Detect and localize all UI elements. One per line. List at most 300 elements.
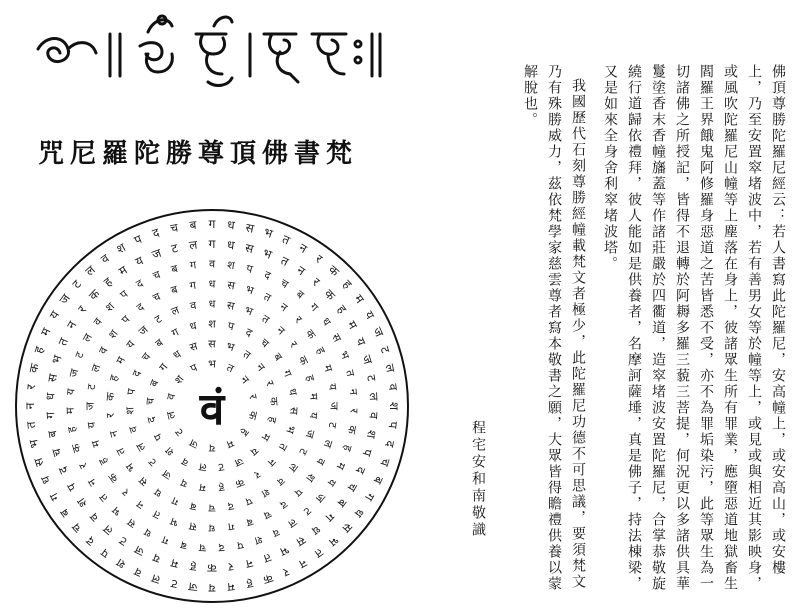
- mantra-glyph: न: [264, 455, 279, 469]
- mantra-glyph: च: [377, 456, 393, 468]
- mantra-glyph: ग: [188, 278, 197, 293]
- mantra-glyph: व: [189, 298, 198, 313]
- mantra-glyph: र: [76, 461, 91, 471]
- mantra-glyph: ट: [172, 425, 187, 439]
- mantra-glyph: द: [133, 276, 146, 291]
- mantra-glyph: ग: [189, 258, 198, 273]
- mantra-glyph: त: [312, 545, 326, 561]
- mantra-glyph: ज: [312, 490, 329, 506]
- mantra-glyph: प: [63, 480, 80, 494]
- page-title: 梵書佛頂尊勝陀羅尼咒: [37, 139, 358, 169]
- mantra-glyph: र: [103, 412, 118, 419]
- mantra-glyph: ज: [66, 367, 82, 379]
- mantra-glyph: ज: [132, 542, 147, 560]
- mantra-glyph: ब: [293, 287, 307, 302]
- mantra-glyph: ह: [189, 559, 198, 575]
- mantra-glyph: ह: [340, 443, 355, 453]
- mantra-glyph: म: [37, 325, 54, 339]
- mantra-glyph: ज: [56, 291, 74, 307]
- mantra-glyph: भ: [283, 423, 298, 436]
- mantra-glyph: प: [235, 538, 245, 553]
- mantra-glyph: श: [105, 327, 121, 342]
- mantra-glyph: ध: [285, 387, 300, 397]
- mantra-glyph: ट: [377, 344, 393, 355]
- mantra-glyph: न: [106, 429, 121, 439]
- mantra-glyph: व: [274, 474, 288, 489]
- mantra-glyph: क: [233, 475, 247, 491]
- mantra-glyph: ध: [188, 319, 198, 334]
- mantra-glyph: द: [262, 268, 273, 283]
- mantra-glyph: य: [46, 308, 63, 322]
- mantra-glyph: व: [270, 525, 282, 540]
- mantra-glyph: ग: [156, 360, 171, 374]
- mantra-glyph: श: [387, 401, 401, 411]
- mantra-glyph: भ: [109, 503, 124, 519]
- mantra-glyph: ग: [280, 368, 295, 379]
- mantra-glyph: त: [343, 368, 358, 378]
- mantra-glyph: द: [382, 439, 398, 449]
- mantra-glyph: भ: [224, 339, 236, 355]
- mantra-glyph: ग: [169, 493, 181, 509]
- mantra-glyph: ध: [170, 347, 184, 363]
- mantra-glyph: ट: [84, 383, 99, 391]
- mantra-glyph: भ: [48, 353, 65, 366]
- mantra-glyph: व: [126, 424, 141, 435]
- mantra-glyph: स: [136, 474, 151, 489]
- mantra-glyph: ध: [208, 277, 216, 291]
- mantra-glyph: ल: [285, 515, 300, 531]
- mantra-glyph: ट: [325, 421, 340, 429]
- mantra-glyph: व: [179, 454, 191, 470]
- mantra-glyph: म: [333, 460, 349, 472]
- mantra-glyph: श: [259, 485, 273, 501]
- mantra-glyph: म: [198, 480, 207, 495]
- mantra-glyph: क: [105, 470, 122, 485]
- mantra-glyph: स: [329, 331, 344, 345]
- mantra-glyph: श: [171, 372, 187, 387]
- mantra-glyph: ब: [57, 506, 73, 520]
- mantra-glyph: र: [312, 251, 326, 266]
- mantra-glyph: ह: [339, 277, 355, 292]
- mantra-glyph: र: [347, 408, 361, 414]
- mantra-glyph: ज: [135, 323, 151, 339]
- mantra-glyph: र: [23, 383, 39, 391]
- mantra-glyph: ग: [208, 217, 216, 231]
- mantra-glyph: स: [225, 298, 236, 313]
- mantra-glyph: ज: [187, 579, 199, 595]
- mantra-glyph: ध: [319, 315, 334, 329]
- mantra-glyph: ब: [188, 217, 198, 233]
- mantra-glyph: स: [226, 278, 236, 293]
- mantra-glyph: त: [261, 550, 274, 566]
- mantra-glyph: त: [259, 312, 272, 327]
- mantra-glyph: य: [123, 338, 138, 351]
- mantra-glyph: ल: [320, 438, 336, 450]
- mantra-glyph: त: [96, 491, 111, 505]
- mantra-glyph: स: [243, 240, 255, 257]
- mantra-glyph: ग: [43, 411, 58, 420]
- mantra-glyph: त: [150, 507, 163, 522]
- mantra-glyph: ट: [364, 373, 379, 383]
- mantra-glyph: भ: [337, 349, 352, 361]
- mantra-glyph: च: [344, 480, 361, 494]
- mantra-glyph: त: [275, 441, 291, 453]
- mantra-glyph: द: [353, 464, 369, 476]
- mantra-glyph: ल: [100, 522, 116, 539]
- mantra-glyph: च: [261, 507, 274, 523]
- mantra-glyph: ध: [37, 473, 54, 487]
- mantra-glyph: म: [224, 436, 236, 452]
- mantra-glyph: ज: [187, 436, 201, 452]
- mantra-glyph: ब: [147, 378, 162, 389]
- mantra-glyph: ल: [188, 237, 199, 253]
- mantra-glyph: क: [295, 353, 312, 368]
- mantra-glyph: ल: [163, 410, 179, 421]
- mantra-glyph: ह: [217, 480, 226, 495]
- mantra-glyph: स: [293, 533, 309, 550]
- mantra-glyph: न: [274, 323, 288, 338]
- mantra-glyph: च: [198, 540, 207, 555]
- mantra-glyph: प: [118, 312, 133, 327]
- mantra-glyph: न: [296, 555, 310, 572]
- mantra-glyph: ब: [244, 514, 255, 530]
- mantra-glyph: व: [86, 509, 102, 525]
- mantra-glyph: स: [287, 406, 301, 415]
- mantra-glyph: ल: [82, 262, 98, 279]
- siddham-syllable-hum: [196, 17, 232, 85]
- mantra-glyph: र: [292, 313, 305, 326]
- mantra-glyph: ब: [270, 350, 285, 364]
- mantra-glyph: म: [344, 318, 361, 332]
- mantra-glyph: ज: [359, 353, 376, 366]
- mantra-glyph: न: [253, 360, 268, 374]
- mantra-glyph: ब: [370, 474, 387, 486]
- mantra-glyph: त: [240, 347, 254, 362]
- mantra-glyph: न: [23, 402, 37, 410]
- mantra-glyph: ध: [142, 525, 154, 541]
- mantra-glyph: ध: [208, 297, 216, 311]
- mantra-glyph: भ: [26, 438, 42, 450]
- mantra-glyph: क: [103, 391, 118, 402]
- mantra-glyph: ल: [169, 303, 182, 319]
- mantra-glyph: ह: [237, 425, 252, 439]
- mantra-glyph: ज: [370, 325, 387, 339]
- mantra-glyph: य: [352, 335, 369, 348]
- mantra-glyph: ट: [69, 277, 84, 292]
- mantra-glyph: ह: [334, 302, 350, 317]
- mantra-glyph: भ: [168, 514, 180, 530]
- mantra-glyph: ल: [80, 331, 95, 345]
- mantra-glyph: त: [55, 335, 71, 348]
- mantra-glyph: द: [243, 325, 255, 340]
- mantra-glyph: द: [277, 497, 290, 512]
- mantra-glyph: ट: [169, 576, 179, 592]
- mantra-glyph: द: [226, 499, 235, 514]
- mantra-glyph: ल: [285, 460, 301, 475]
- mantra-glyph: ग: [361, 490, 378, 504]
- mantra-glyph: न: [63, 318, 80, 332]
- mantra-glyph: म: [169, 555, 180, 572]
- mantra-glyph: भ: [244, 282, 256, 298]
- mantra-glyph: त: [113, 445, 128, 458]
- mantra-glyph: र: [262, 378, 277, 388]
- mantra-glyph: भ: [277, 542, 292, 559]
- mantra-glyph: श: [113, 240, 129, 257]
- siddham-syllable-hrih: [312, 34, 361, 74]
- siddham-syllable-om: [140, 16, 172, 72]
- mantra-glyph: म: [88, 438, 104, 449]
- mantra-glyph: ब: [45, 429, 60, 439]
- mantra-glyph: स: [124, 515, 139, 531]
- mantra-glyph: व: [90, 315, 105, 329]
- mantra-glyph: ध: [226, 217, 236, 233]
- mantra-glyph: न: [346, 388, 361, 396]
- mantra-glyph: व: [366, 411, 381, 420]
- mantra-glyph: ह: [65, 425, 79, 434]
- mantra-glyph: श: [162, 444, 177, 459]
- mantra-glyph: न: [237, 373, 252, 387]
- body-text: [410, 64, 790, 604]
- mantra-glyph: प: [243, 493, 255, 509]
- mantra-glyph: क: [26, 362, 42, 375]
- mantra-glyph: ट: [217, 460, 225, 475]
- mantra-glyph: प: [226, 319, 236, 334]
- mantra-glyph: य: [208, 581, 216, 595]
- mantra-glyph: य: [306, 411, 321, 420]
- mantra-glyph: व: [208, 257, 216, 271]
- mantra-glyph: च: [208, 501, 216, 515]
- mantra-glyph: त: [280, 231, 292, 248]
- mantra-glyph: ट: [72, 350, 87, 360]
- mantra-glyph: व: [132, 564, 144, 581]
- mantra-glyph: क: [85, 286, 103, 303]
- mantra-glyph: ज: [302, 428, 318, 440]
- mantra-glyph: श: [303, 470, 319, 485]
- mantra-glyph: म: [113, 354, 128, 367]
- mantra-glyph: व: [164, 392, 179, 402]
- mantra-glyph: ज: [159, 466, 174, 483]
- body-paragraph: 佛頂尊勝陀羅尼經云：若人書寫此陀羅尼，安高幢上，或安高山，或安樓上，乃至安置窣堵波中，若有善男女等於幢等上，或見或與相近其影映身，或風吹陀羅尼山幢等上塵落在身上，彼諸眾生所有罪業，應墮惡道地獄畜生閻羅王界餓鬼阿修羅身惡道之苦皆悉不受，亦不為罪垢染污，此等眾生為一切諸佛之所授記，皆得不退轉於阿耨多羅三藐三菩提，何況更以多諸供具華鬘塗香末香幢旛蓋等作諸莊嚴於四衢道，造窣堵波安置陀羅尼，合掌恭敬旋繞行道歸依禮拜，彼人能如是供養者，名摩訶薩埵，真是佛子，持法棟梁，又是如來全身舍利窣堵波塔。: [602, 64, 786, 592]
- mantra-glyph: ट: [300, 504, 314, 518]
- mantra-glyph: ल: [149, 571, 162, 588]
- mantra-glyph: ग: [46, 490, 63, 504]
- mantra-glyph: र: [251, 467, 263, 482]
- mantra-glyph: य: [208, 441, 216, 455]
- mantra-glyph: श: [226, 258, 236, 273]
- mantra-glyph: य: [325, 382, 340, 392]
- mantra-glyph: य: [84, 420, 99, 430]
- mantra-glyph: ल: [382, 362, 398, 374]
- mantra-glyph: प: [117, 287, 131, 302]
- mantra-glyph: श: [102, 300, 118, 315]
- mantra-glyph: य: [133, 253, 146, 270]
- mantra-glyph: ह: [106, 373, 121, 383]
- mantra-glyph: ल: [366, 392, 381, 402]
- mantra-glyph: प: [98, 545, 112, 561]
- mantra-glyph: ट: [145, 455, 160, 469]
- mantra-glyph: प: [132, 231, 144, 248]
- mantra-glyph: द: [134, 300, 147, 315]
- mantra-glyph: व: [313, 455, 328, 468]
- mantra-glyph: ग: [208, 237, 216, 251]
- mantra-glyph: ट: [296, 446, 311, 457]
- mantra-glyph: ह: [31, 344, 47, 355]
- mantra-glyph: म: [320, 363, 336, 374]
- mantra-glyph: म: [258, 430, 273, 444]
- mantra-glyph: द: [55, 464, 71, 476]
- mantra-glyph: ब: [169, 282, 180, 298]
- mantra-glyph: क: [267, 396, 281, 407]
- mantra-glyph: स: [188, 339, 200, 355]
- mantra-glyph: द: [150, 225, 161, 241]
- mantra-glyph: ह: [96, 455, 111, 467]
- mantra-glyph: ह: [100, 274, 115, 290]
- mantra-glyph: भ: [242, 303, 255, 319]
- mantra-glyph: त: [23, 420, 39, 430]
- mantra-glyph: श: [123, 406, 137, 415]
- mantra-glyph: प: [385, 420, 401, 430]
- mantra-glyph: न: [85, 476, 100, 489]
- mantra-glyph: न: [244, 556, 255, 572]
- mantra-glyph: म: [116, 262, 130, 279]
- mantra-glyph: च: [48, 446, 65, 459]
- mantra-glyph: र: [286, 338, 300, 351]
- mantra-glyph: व: [98, 251, 112, 267]
- mantra-glyph: ज: [83, 401, 97, 411]
- mantra-glyph: य: [361, 308, 378, 322]
- mantra-glyph: ट: [116, 533, 130, 549]
- mantra-glyph: श: [363, 428, 380, 440]
- mantra-glyph: ज: [327, 401, 341, 411]
- mantra-glyph: ह: [303, 373, 318, 383]
- mantra-glyph: भ: [261, 245, 274, 262]
- ornament-spiral-icon: [38, 39, 96, 62]
- mantra-glyph: च: [143, 397, 157, 406]
- mantra-glyph: ध: [151, 485, 165, 501]
- mantra-glyph: क: [245, 409, 261, 421]
- mantra-glyph: ह: [245, 576, 255, 592]
- mantra-glyph: प: [359, 447, 375, 458]
- mantra-glyph: ह: [313, 345, 328, 357]
- mantra-glyph: स: [44, 372, 61, 384]
- mantra-glyph: त: [261, 290, 274, 305]
- mantra-glyph: च: [138, 350, 154, 364]
- mantra-glyph: क: [302, 327, 319, 342]
- mantra-glyph: ग: [227, 519, 236, 534]
- mantra-glyph: म: [306, 392, 321, 401]
- mantra-glyph: च: [278, 276, 291, 292]
- mantra-glyph: क: [207, 561, 217, 575]
- mantra-glyph: ट: [170, 240, 180, 256]
- mantra-glyph: स: [30, 456, 47, 469]
- body-paragraph: 我國歷代石刻尊勝經幢載梵文者極少，此陀羅尼功德不可思議，要須梵文乃有殊勝威力，茲依梵學家慈雲尊者寫本敬書之願，大眾皆得瞻禮供養以蒙解脫也。: [522, 64, 586, 592]
- mantra-glyph: व: [96, 344, 111, 357]
- mantra-glyph: ह: [265, 415, 280, 425]
- siddham-header: [28, 4, 388, 99]
- mantra-glyph: ब: [169, 261, 180, 277]
- mantra-glyph: य: [150, 550, 163, 566]
- signature: 程宅安和南敬識: [470, 420, 486, 539]
- mantra-glyph: न: [134, 497, 147, 512]
- mantra-glyph: ज: [150, 245, 164, 262]
- mantra-glyph: च: [257, 335, 272, 351]
- mantra-glyph: ब: [179, 538, 189, 553]
- mantra-glyph: ध: [351, 505, 368, 521]
- mantra-glyph: न: [277, 300, 290, 315]
- mantra-glyph: स: [188, 519, 198, 534]
- mantra-glyph: ध: [43, 392, 58, 401]
- mantra-glyph: स: [208, 337, 216, 351]
- mantra-glyph: ल: [133, 440, 149, 454]
- mantra-glyph: स: [244, 220, 256, 236]
- mantra-glyph: ज: [232, 454, 246, 470]
- mantra-glyph: र: [227, 559, 235, 575]
- mantra-glyph: र: [280, 564, 292, 580]
- mantra-glyph: ग: [322, 509, 338, 525]
- mantra-glyph: र: [246, 393, 260, 401]
- mantra-glyph: द: [218, 541, 225, 555]
- mantra-glyph: र: [119, 486, 132, 499]
- mantra-glyph: त: [224, 360, 236, 376]
- mantra-glyph: प: [188, 360, 200, 376]
- mantra-glyph: य: [324, 476, 339, 489]
- siddham-syllable-tram: [264, 34, 298, 82]
- mantra-glyph: म: [351, 291, 367, 307]
- mantra-glyph: प: [244, 261, 255, 277]
- mantra-glyph: च: [150, 289, 163, 305]
- mantra-glyph: भ: [123, 460, 139, 475]
- mantra-glyph: ट: [152, 312, 165, 327]
- mantra-glyph: न: [296, 240, 310, 257]
- mantra-glyph: क: [325, 262, 342, 279]
- mantra-glyph: य: [247, 444, 261, 459]
- mantra-glyph: य: [178, 475, 190, 491]
- mantra-glyph: न: [294, 263, 308, 279]
- circular-mantra: [12, 206, 412, 606]
- mantra-glyph: क: [344, 424, 360, 435]
- mantra-glyph: र: [309, 274, 323, 289]
- mantra-glyph: द: [129, 368, 144, 379]
- mantra-glyph: ग: [307, 300, 321, 315]
- mantra-glyph: ध: [308, 522, 324, 538]
- mantra-glyph: द: [144, 415, 159, 425]
- mantra-glyph: श: [113, 555, 129, 572]
- mantra-glyph: च: [169, 220, 180, 236]
- mantra-glyph: ग: [169, 325, 181, 340]
- mantra-glyph: ल: [198, 460, 208, 475]
- mantra-glyph: ग: [160, 532, 171, 548]
- mantra-glyph: म: [226, 579, 236, 595]
- mantra-glyph: भ: [262, 224, 275, 241]
- mantra-glyph: ब: [334, 495, 350, 510]
- mantra-glyph: च: [68, 520, 85, 536]
- mantra-glyph: व: [385, 382, 401, 392]
- mantra-glyph: प: [151, 431, 166, 443]
- mantra-glyph: ल: [88, 362, 104, 374]
- mantra-glyph: म: [63, 407, 77, 415]
- mantra-glyph: क: [261, 571, 275, 588]
- mantra-glyph: क: [68, 442, 84, 455]
- mantra-glyph: प: [291, 485, 306, 500]
- mandala-center-syllable: वं: [199, 384, 225, 435]
- mantra-glyph: भ: [325, 533, 342, 550]
- mantra-glyph: ब: [152, 336, 166, 351]
- mantra-glyph: क: [321, 286, 339, 303]
- mantra-glyph: प: [124, 387, 139, 397]
- mantra-glyph: च: [150, 267, 163, 283]
- mantra-glyph: ध: [226, 237, 236, 253]
- mantra-glyph: ब: [189, 499, 198, 514]
